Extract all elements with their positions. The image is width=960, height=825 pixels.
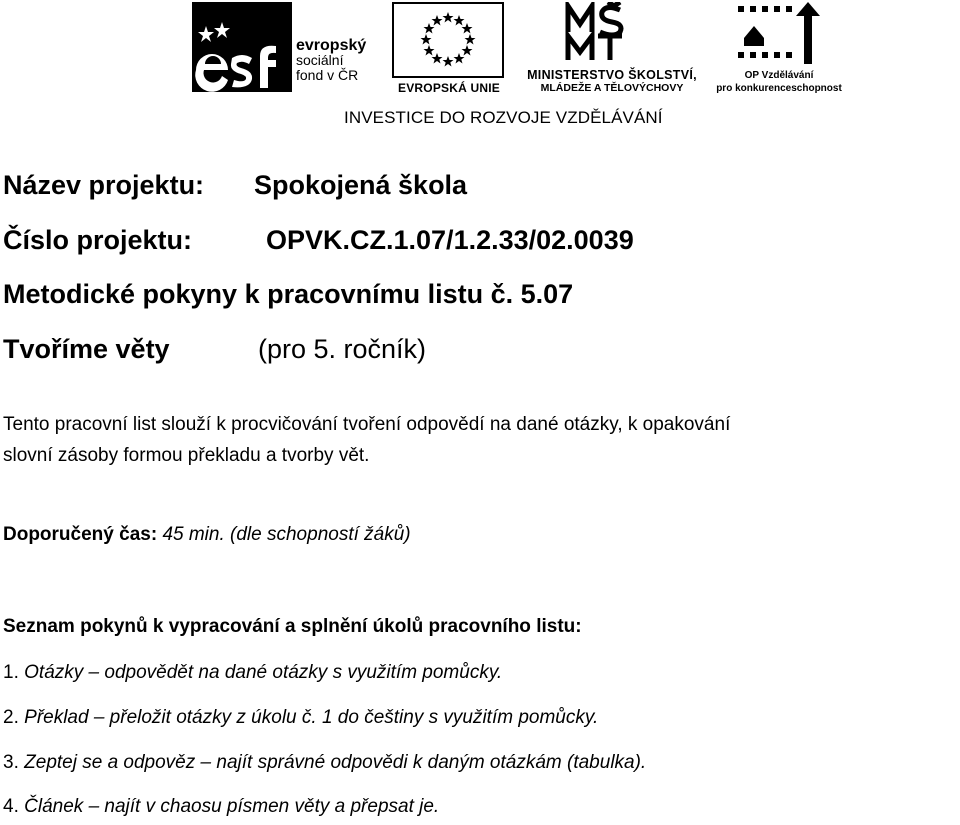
- msmt-line2: MLÁDEŽE A TĚLOVÝCHOVY: [540, 82, 684, 94]
- item-number: 1.: [3, 662, 19, 683]
- msmt-mark-icon: [564, 2, 660, 62]
- description-line2: slovní zásoby formou překladu a tvorby vět.: [3, 445, 370, 466]
- item-text: Otázky – odpovědět na dané otázky s využitím pomůcky.: [24, 662, 503, 683]
- item-text: Překlad – přeložit otázky z úkolu č. 1 do češtiny s využitím pomůcky.: [24, 707, 599, 728]
- project-number-label: Číslo projektu:: [3, 225, 193, 255]
- guidelines-title: Metodické pokyny k pracovnímu listu č. 5.07: [3, 279, 574, 309]
- project-name-row: [3, 170, 468, 201]
- item-text: Zeptej se a odpověz – najít správné odpovědi k daným otázkám (tabulka).: [24, 752, 647, 773]
- esf-letters-icon: [192, 22, 292, 92]
- logo-band: [0, 0, 960, 135]
- description-line1: Tento pracovní list slouží k procvičování tvoření odpovědí na dané otázky, k opakování: [3, 414, 731, 435]
- esf-caption: [296, 38, 366, 83]
- time-label: Doporučený čas:: [3, 524, 158, 545]
- eu-label: EVROPSKÁ UNIE: [398, 81, 500, 95]
- op-logo: [714, 2, 844, 97]
- esf-line2: sociální: [296, 52, 344, 68]
- tagline: INVESTICE DO ROZVOJE VZDĚLÁVÁNÍ: [344, 108, 663, 127]
- esf-logo: [192, 2, 388, 94]
- esf-line3: fond v ČR: [296, 67, 359, 83]
- list-item: [3, 796, 439, 818]
- instructions-title: Seznam pokynů k vypracování a splnění úkolů pracovního listu:: [3, 616, 582, 637]
- list-item: [3, 662, 502, 684]
- op-line1: OP Vzdělávání: [744, 70, 814, 81]
- time-value: 45 min.: [162, 524, 225, 545]
- recommended-time: [3, 524, 411, 546]
- project-name-value: Spokojená škola: [254, 170, 468, 200]
- eu-logo: [392, 2, 508, 97]
- op-line2: pro konkurenceschopnost: [716, 83, 842, 94]
- item-number: 3.: [3, 752, 19, 773]
- project-number-row: [3, 225, 634, 256]
- op-mark-icon: [738, 2, 822, 66]
- topic-label: Tvoříme věty: [3, 334, 170, 364]
- eu-flag: [392, 2, 504, 78]
- msmt-line1: MINISTERSTVO ŠKOLSTVÍ,: [527, 68, 697, 82]
- item-number: 2.: [3, 707, 19, 728]
- esf-line1: evropský: [296, 37, 367, 54]
- project-number-value: OPVK.CZ.1.07/1.2.33/02.0039: [266, 225, 634, 255]
- item-number: 4.: [3, 796, 19, 817]
- item-text: Článek – najít v chaosu písmen věty a přepsat je.: [24, 796, 440, 817]
- project-name-label: Název projektu:: [3, 170, 205, 200]
- list-item: [3, 752, 646, 774]
- list-item: [3, 707, 598, 729]
- time-note: (dle schopností žáků): [230, 524, 411, 545]
- topic-grade: (pro 5. ročník): [258, 334, 427, 364]
- topic-row: [3, 334, 427, 365]
- eu-stars-icon: [394, 4, 502, 76]
- msmt-logo: [512, 2, 712, 97]
